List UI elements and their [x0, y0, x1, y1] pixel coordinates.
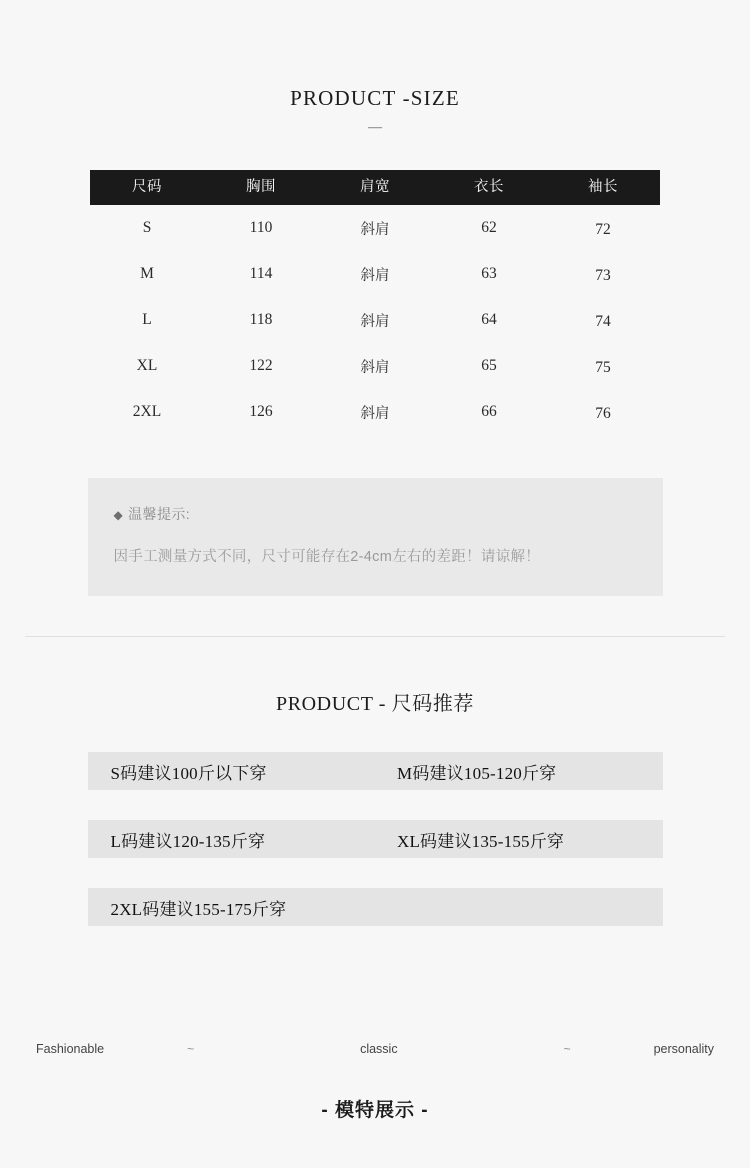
size-cell-bust: 110 [249, 219, 273, 236]
recommend-cell-left: 2XL码建议155-175斤穿 [110, 899, 287, 919]
size-recommendation-list [88, 752, 663, 926]
tip-heading-label: 温馨提示: [128, 506, 191, 522]
size-cell-length: 66 [481, 403, 497, 420]
tip-heading [114, 504, 637, 524]
size-cell-sleeve: 73 [595, 267, 611, 284]
table-row [90, 389, 660, 435]
section-divider [25, 636, 725, 637]
size-cell-length: 62 [481, 219, 497, 236]
recommend-cell-right: XL码建议135-155斤穿 [397, 831, 565, 851]
recommend-cell-left: L码建议120-135斤穿 [110, 831, 266, 851]
size-cell-shoulder: 斜肩 [360, 313, 390, 330]
size-cell-name: XL [136, 357, 158, 374]
diamond-icon: ◆ [113, 508, 124, 522]
size-cell-name: M [140, 265, 154, 282]
recommend-cell-left: S码建议100斤以下穿 [110, 763, 267, 783]
list-item [88, 820, 663, 858]
size-cell-sleeve: 72 [595, 221, 611, 238]
size-cell-name: S [142, 219, 152, 236]
size-table-header-cell: 袖长 [546, 170, 660, 205]
size-table-header-cell: 衣长 [432, 170, 546, 205]
list-item [88, 752, 663, 790]
tip-body-text: 因手工测量方式不同，尺寸可能存在2-4cm左右的差距！请谅解！ [113, 549, 541, 565]
size-cell-shoulder: 斜肩 [360, 405, 390, 422]
size-cell-bust: 122 [249, 357, 273, 374]
size-cell-sleeve: 75 [595, 359, 611, 376]
table-row [90, 205, 660, 251]
size-cell-bust: 114 [249, 265, 273, 282]
size-cell-shoulder: 斜肩 [360, 359, 390, 376]
size-table-header-row [90, 170, 660, 205]
size-cell-sleeve: 76 [595, 405, 611, 422]
size-cell-sleeve: 74 [595, 313, 611, 330]
footer-word-personality: personality [653, 1042, 715, 1056]
size-title-divider-dash: — [368, 120, 382, 135]
size-table-header-cell: 尺码 [90, 170, 204, 205]
recommend-cell-right: M码建议105-120斤穿 [397, 763, 557, 783]
size-section-title: PRODUCT -SIZE [290, 86, 460, 110]
list-item [88, 888, 663, 926]
footer-separator-1: ~ [187, 1042, 195, 1056]
size-cell-name: 2XL [132, 403, 162, 420]
size-cell-shoulder: 斜肩 [360, 221, 390, 238]
size-cell-bust: 126 [249, 403, 273, 420]
measurement-tip-box [88, 478, 663, 596]
size-cell-bust: 118 [249, 311, 273, 328]
size-table [90, 170, 660, 435]
model-display-title: - 模特展示 - [321, 1100, 429, 1121]
size-cell-shoulder: 斜肩 [360, 267, 390, 284]
size-cell-length: 65 [481, 357, 497, 374]
table-row [90, 251, 660, 297]
footer-keywords [0, 1042, 750, 1056]
size-table-header-cell: 胸围 [204, 170, 318, 205]
footer-word-classic: classic [360, 1042, 398, 1056]
size-cell-length: 64 [481, 311, 497, 328]
footer-word-fashionable: Fashionable [36, 1042, 105, 1056]
table-row [90, 297, 660, 343]
size-cell-name: L [142, 311, 152, 328]
table-row [90, 343, 660, 389]
footer-separator-2: ~ [563, 1042, 571, 1056]
size-table-header-cell: 肩宽 [318, 170, 432, 205]
recommend-section-title: PRODUCT - 尺码推荐 [275, 693, 475, 715]
size-cell-length: 63 [481, 265, 497, 282]
